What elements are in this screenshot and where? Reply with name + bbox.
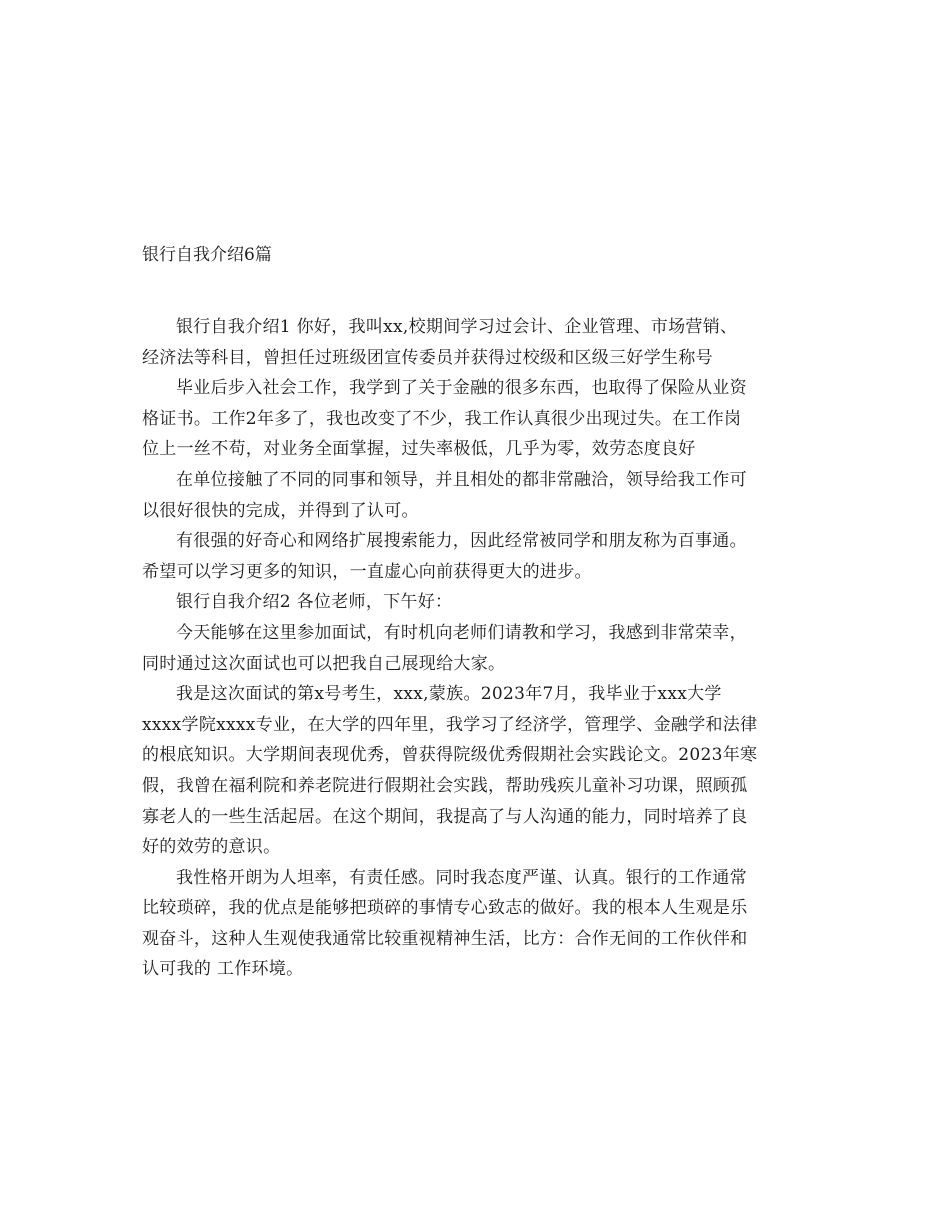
text-line: 以很好很快的完成，并得到了认可。 (142, 500, 419, 521)
paragraph-5 (142, 587, 802, 618)
paragraph-7 (142, 679, 802, 863)
text-line: 好的效劳的意识。 (142, 837, 281, 858)
text-line: 的根底知识。大学期间表现优秀，曾获得院级优秀假期社会实践论文。2023年寒 (142, 745, 758, 766)
document-title: 银行自我介绍6篇 (142, 245, 272, 265)
text-line: 银行自我介绍2 各位老师，下午好： (176, 592, 453, 613)
text-line: 经济法等科目，曾担任过班级团宣传委员并获得过校级和区级三好学生称号 (142, 347, 713, 368)
text-line: 格证书。工作2年多了，我也改变了不少，我工作认真很少出现过失。在工作岗 (142, 408, 742, 429)
text-line: 今天能够在这里参加面试，有时机向老师们请教和学习，我感到非常荣幸， (176, 622, 747, 643)
paragraph-6 (142, 618, 802, 679)
paragraph-8 (142, 863, 802, 985)
text-line: xxxx学院xxxx专业，在大学的四年里，我学习了经济学，管理学、金融学和法律 (142, 714, 758, 735)
text-line: 寡老人的一些生活起居。在这个期间，我提高了与人沟通的能力，同时培养了良 (142, 806, 748, 827)
paragraph-2 (142, 373, 802, 465)
text-line: 比较琐碎，我的优点是能够把琐碎的事情专心致志的做好。我的根本人生观是乐 (142, 898, 748, 919)
text-line: 希望可以学习更多的知识，一直虚心向前获得更大的进步。 (142, 561, 592, 582)
text-line: 认可我的 工作环境。 (142, 959, 304, 980)
document-body (142, 312, 802, 985)
text-line: 我性格开朗为人坦率，有责任感。同时我态度严谨、认真。银行的工作通常 (176, 867, 747, 888)
paragraph-3 (142, 465, 802, 526)
text-line: 我是这次面试的第x号考生，xxx,蒙族。2023年7月，我毕业于xxx大学 (176, 684, 722, 705)
paragraph-4 (142, 526, 802, 587)
text-line: 同时通过这次面试也可以把我自己展现给大家。 (142, 653, 506, 674)
text-line: 假，我曾在福利院和养老院进行假期社会实践，帮助残疾儿童补习功课，照顾孤 (142, 775, 748, 796)
text-line: 观奋斗，这种人生观使我通常比较重视精神生活，比方：合作无间的工作伙伴和 (142, 928, 748, 949)
paragraph-1 (142, 312, 802, 373)
text-line: 在单位接触了不同的同事和领导，并且相处的都非常融洽，领导给我工作可 (176, 469, 747, 490)
text-line: 有很强的好奇心和网络扩展搜索能力，因此经常被同学和朋友称为百事通。 (176, 531, 747, 552)
text-line: 位上一丝不苟，对业务全面掌握，过失率极低，几乎为零，效劳态度良好 (142, 439, 696, 460)
text-line: 银行自我介绍1 你好，我叫xx,校期间学习过会计、企业管理、市场营销、 (176, 317, 738, 337)
text-line: 毕业后步入社会工作，我学到了关于金融的很多东西，也取得了保险从业资 (176, 378, 747, 399)
